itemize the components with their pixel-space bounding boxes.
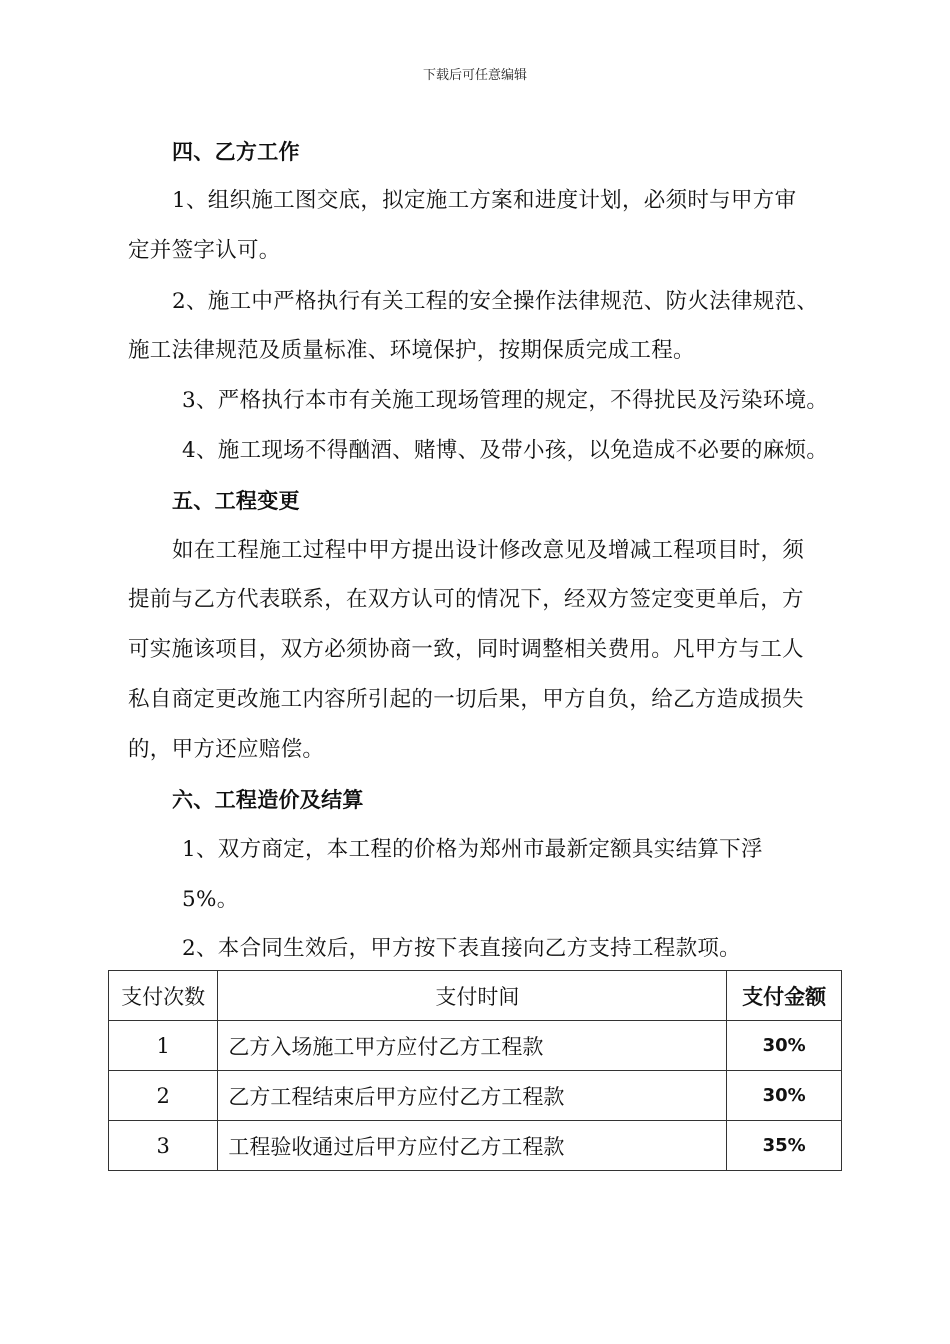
cell-count: 2 — [109, 1071, 218, 1121]
header-payment-count: 支付次数 — [109, 971, 218, 1021]
header-payment-amount: 支付金额 — [727, 971, 842, 1021]
paragraph-4-1-line1: 1、组织施工图交底，拟定施工方案和进度计划，必须时与甲方审 — [172, 188, 797, 213]
cell-time: 工程验收通过后甲方应付乙方工程款 — [218, 1121, 727, 1171]
cell-time: 乙方入场施工甲方应付乙方工程款 — [218, 1021, 727, 1071]
paragraph-4-1-line2: 定并签字认可。 — [128, 238, 281, 263]
paragraph-4-2-line2: 施工法律规范及质量标准、环境保护，按期保质完成工程。 — [128, 338, 695, 363]
cell-amount: 30% — [727, 1021, 842, 1071]
paragraph-4-4: 4、施工现场不得酗酒、赌博、及带小孩，以免造成不必要的麻烦。 — [182, 438, 829, 463]
paragraph-5-line3: 可实施该项目，双方必须协商一致，同时调整相关费用。凡甲方与工人 — [128, 637, 804, 662]
paragraph-6-1-line2: 5%。 — [182, 887, 239, 912]
header-note: 下载后可任意编辑 — [422, 68, 527, 83]
table-header-row — [109, 971, 842, 1021]
header-payment-time: 支付时间 — [218, 971, 727, 1021]
table-row — [109, 1071, 842, 1121]
section-title-5: 五、工程变更 — [172, 489, 300, 513]
paragraph-5-line2: 提前与乙方代表联系，在双方认可的情况下，经双方签定变更单后，方 — [128, 587, 804, 612]
paragraph-4-3: 3、严格执行本市有关施工现场管理的规定，不得扰民及污染环境。 — [182, 388, 829, 413]
table-row — [109, 1021, 842, 1071]
cell-time: 乙方工程结束后甲方应付乙方工程款 — [218, 1071, 727, 1121]
section-title-4: 四、乙方工作 — [172, 140, 300, 164]
table-row — [109, 1121, 842, 1171]
paragraph-5-line1: 如在工程施工过程中甲方提出设计修改意见及增减工程项目时，须 — [172, 538, 805, 563]
paragraph-4-2-line1: 2、施工中严格执行有关工程的安全操作法律规范、防火法律规范、 — [172, 289, 819, 314]
paragraph-6-2: 2、本合同生效后，甲方按下表直接向乙方支持工程款项。 — [182, 936, 741, 961]
paragraph-5-line5: 的，甲方还应赔偿。 — [128, 737, 325, 762]
cell-count: 3 — [109, 1121, 218, 1171]
section-title-6: 六、工程造价及结算 — [172, 788, 364, 812]
payment-table — [108, 970, 842, 1171]
paragraph-6-1-line1: 1、双方商定，本工程的价格为郑州市最新定额具实结算下浮 — [182, 837, 763, 862]
cell-count: 1 — [109, 1021, 218, 1071]
cell-amount: 30% — [727, 1071, 842, 1121]
paragraph-5-line4: 私自商定更改施工内容所引起的一切后果，甲方自负，给乙方造成损失 — [128, 687, 804, 712]
cell-amount: 35% — [727, 1121, 842, 1171]
